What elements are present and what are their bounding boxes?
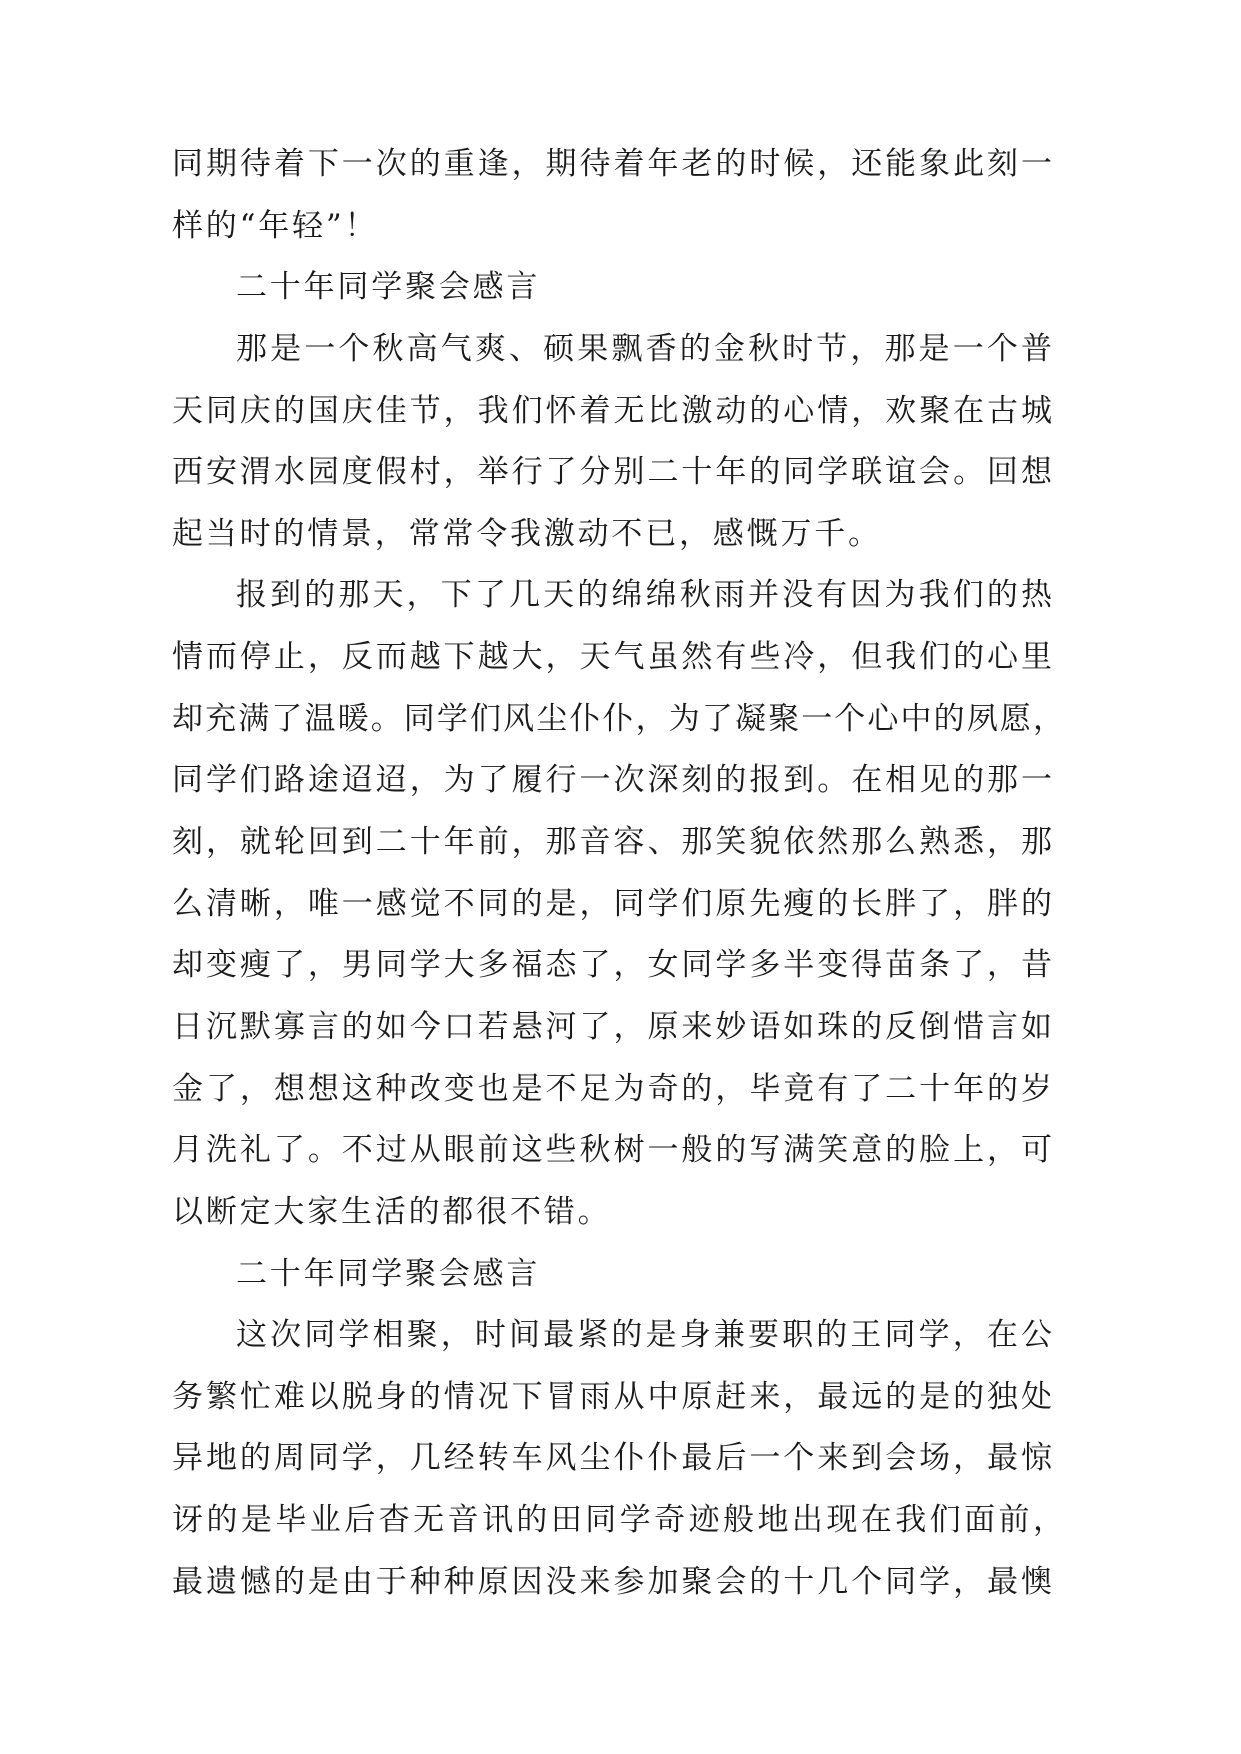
- body-text-line: 同期待着下一次的重逢，期待着年老的时候，还能象此刻一: [172, 146, 1052, 182]
- document-body: [172, 134, 1064, 1613]
- body-text-line: 刻，就轮回到二十年前，那音容、那笑貌依然那么熟悉，那: [172, 824, 1052, 861]
- body-text-line: 样的“年轻”！: [172, 207, 379, 244]
- body-text-line: 报到的那天，下了几天的绵绵秋雨并没有因为我们的热: [236, 577, 1052, 614]
- body-text-line: 日沉默寡言的如今口若悬河了，原来妙语如珠的反倒惜言如: [172, 1008, 1052, 1045]
- section-heading: [172, 1244, 1052, 1306]
- body-text-line: 起当时的情景，常常令我激动不已，感慨万千。: [172, 515, 882, 552]
- section-heading-text: 二十年同学聚会感言: [236, 1255, 541, 1292]
- body-text-line: 这次同学相聚，时间最紧的是身兼要职的王同学，在公: [236, 1317, 1052, 1354]
- section-heading-text: 二十年同学聚会感言: [236, 269, 541, 306]
- body-text-line: 务繁忙难以脱身的情况下冒雨从中原赶来，最远的是的独处: [172, 1378, 1052, 1415]
- body-text-line: 情而停止，反而越下越大，天气虽然有些冷，但我们的心里: [172, 639, 1052, 676]
- body-text-line: 那是一个秋高气爽、硕果飘香的金秋时节，那是一个普: [236, 330, 1052, 367]
- paragraph: [172, 319, 1052, 566]
- body-text-line: 异地的周同学，几经转车风尘仆仆最后一个来到会场，最惊: [172, 1440, 1052, 1477]
- paragraph: [172, 134, 1052, 257]
- body-text-line: 西安渭水园度假村，举行了分别二十年的同学联谊会。回想: [172, 454, 1052, 491]
- body-text-line: 最遗憾的是由于种种原因没来参加聚会的十几个同学，最懊: [172, 1563, 1052, 1600]
- body-text-line: 金了，想想这种改变也是不足为奇的，毕竟有了二十年的岁: [172, 1070, 1052, 1107]
- body-text-line: 天同庆的国庆佳节，我们怀着无比激动的心情，欢聚在古城: [172, 392, 1052, 429]
- body-text-line: 却充满了温暖。同学们风尘仆仆，为了凝聚一个心中的夙愿，: [172, 700, 1064, 737]
- body-text-line: 同学们路途迢迢，为了履行一次深刻的报到。在相见的那一: [172, 762, 1052, 799]
- body-text-line: 却变瘦了，男同学大多福态了，女同学多半变得苗条了，昔: [172, 947, 1052, 984]
- section-heading: [172, 257, 1052, 319]
- body-text-line: 以断定大家生活的都很不错。: [172, 1193, 612, 1230]
- paragraph: [172, 1305, 1064, 1613]
- body-text-line: 么清晰，唯一感觉不同的是，同学们原先瘦的长胖了，胖的: [172, 885, 1052, 922]
- paragraph: [172, 565, 1064, 1243]
- body-text-line: 讶的是毕业后杳无音讯的田同学奇迹般地出现在我们面前，: [172, 1502, 1064, 1539]
- body-text-line: 月洗礼了。不过从眼前这些秋树一般的写满笑意的脸上，可: [172, 1132, 1052, 1169]
